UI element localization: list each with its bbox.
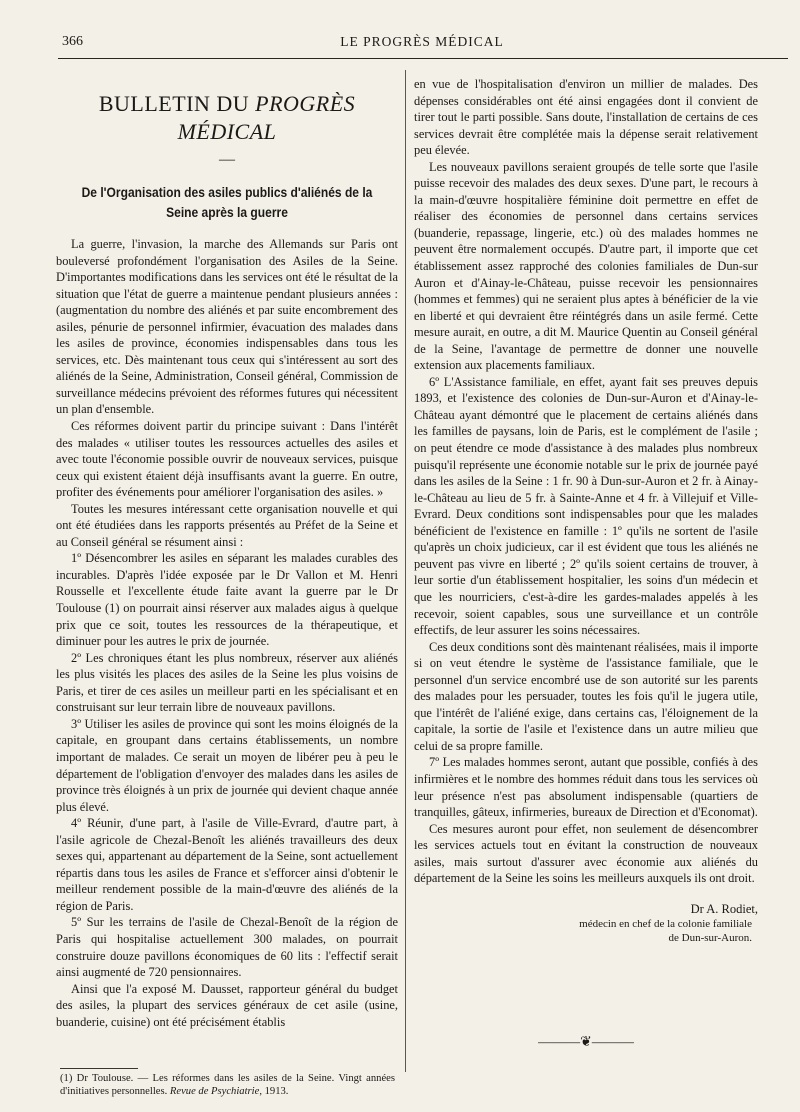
paragraph: La guerre, l'invasion, la marche des Allemands sur Paris ont bouleversé profondément l'organisation des Asiles de la Seine. D'importantes modifications dans les services ont été le résultat de la situation que l'état de guerre a maintenue pendant plusieurs années : (augmentation du nombre des aliénés et par suite encombrement des asiles, pénurie de personnel infirmier, évacuation des malades dans les asiles de province, économies indispensables dans tous les services, etc. Dès maintenant tous ceux qui s'intéressent au sort des aliénés de la Seine, Administration, Conseil général, Commission de surveillance médecins prévoient des réformes futures qui nécessitent un plan d'ensemble. <box>56 237 398 417</box>
paragraph: 5º Sur les terrains de l'asile de Chezal-Benoît de la région de Paris qui hospitalise actuellement 300 malades, on pourrait construire douze pavillons économiques de 60 lits : l'effectif serait ainsi augmenté de 720 pensionnaires. <box>56 915 398 980</box>
footnote-rule <box>60 1068 138 1069</box>
column-divider <box>405 70 406 1072</box>
paragraph: Ces mesures auront pour effet, non seulement de désencombrer les services actuels tout en évitant la construction de nouveaux asiles, mais surtout d'assurer avec économie aux aliénés du département de la Seine les soins les meilleurs auxquels ils ont droit. <box>414 821 758 886</box>
footnote-journal: Revue de Psychiatrie <box>169 1086 260 1097</box>
running-head: LE PROGRÈS MÉDICAL <box>340 34 504 49</box>
page-number: 366 <box>62 34 83 49</box>
right-paragraphs <box>414 159 758 887</box>
paragraph: 7º Les malades hommes seront, autant que possible, confiés à des infirmières et le nombre des hommes réduit dans tous les services où leur présence n'est pas absolument indispensable (quartiers de tranquilles, gâteux, infirmeries, bureaux de Direction et d'Economat). <box>414 755 758 820</box>
bulletin-title-italic: PROGRÈS MÉDICAL <box>177 91 356 144</box>
author-title-line-1: médecin en chef de la colonie familiale <box>579 918 752 931</box>
paragraph: Ces réformes doivent partir du principe suivant : Dans l'intérêt des malades « utiliser toutes les ressources actuelles des asiles et avec toute l'économie possible ouvrir de nouveaux services, puisque ceux qui existent étaient déjà insuffisants avant la guerre. En outre, profiter des événements pour améliorer l'organisation des asiles. » <box>56 419 398 500</box>
page-header <box>58 34 786 56</box>
paragraph: 1º Désencombrer les asiles en séparant les malades curables des incurables. D'après l'idée exposée par le Dr Vallon et M. Henri Rousselle et l'excellente étude faite avant la guerre par le Dr Toulouse (1) on pourrait ainsi réserver aux malades aigus à quelque prix que ce soit, toutes les ressources de la thérapeutique, et diminuer pour les autres le prix de journée. <box>56 551 398 649</box>
article-title: De l'Organisation des asiles publics d'aliénés de la Seine après la guerre <box>81 184 373 220</box>
paragraph: 2º Les chroniques étant les plus nombreux, réserver aux aliénés les plus visités les places des asiles de la Seine les plus voisins de Paris, et tirer de ces asiles un meilleur parti en les spécialisant et en construisant sur leur terrain libre de nouveaux pavillons. <box>56 650 398 715</box>
author-title-line-2: de Dun-sur-Auron. <box>668 932 752 945</box>
end-ornament: ———❦——— <box>538 1035 634 1051</box>
bulletin-title-plain: BULLETIN DU <box>98 91 256 116</box>
paragraph: 4º Réunir, d'une part, à l'asile de Ville-Evrard, d'autre part, à l'asile agricole de Chezal-Benoît les aliénés travailleurs des deux sexes qui, appartenant au département de la Seine, sont actuellement répartis dans tous les asiles de France et s'efforcer ainsi d'obtenir le meilleur rendement possible de la main-d'œuvre des aliénés de la région de Paris. <box>56 816 398 913</box>
header-rule <box>58 58 788 59</box>
right-column <box>414 76 758 1052</box>
left-paragraphs <box>56 236 398 1030</box>
author-signature: Dr A. Rodiet, <box>690 901 758 916</box>
paragraph: 3º Utiliser les asiles de province qui sont les moins éloignés de la capitale, en groupant dans certains établissements, un nombre important de malades. Ce serait un moyen de libérer peu à peu le département de l'obligation d'envoyer des malades dans les asiles de province très éloignés à un prix de journée qui devient chaque année plus élevé. <box>56 716 398 814</box>
paragraph: Toutes les mesures intéressant cette organisation nouvelle et qui ont été étudiées dans les rapports présentés au Préfet de la Seine et au Conseil général se résument ainsi : <box>56 501 398 549</box>
left-column <box>56 76 398 1030</box>
footnote-text-start: (1) Dr Toulouse. — Les réformes dans les asiles de la Seine. Vingt années d'initiatives personnelles. <box>60 1073 395 1097</box>
bulletin-heading <box>56 90 398 146</box>
heading-dash: — <box>219 151 235 168</box>
paragraph: Les nouveaux pavillons seraient groupés de telle sorte que l'asile puisse recevoir des malades des deux sexes. D'une part, le recours à la main-d'œuvre hospitalière féminine doit permettre en effet de réaliser des économies de personnel dans certains services (buanderie, repassage, lingerie, etc.) où des malades hommes ne peuvent être normalement occupés. D'autre part, il importe que cet établissement assez rapproché des colonies familiales de Dun-sur Auron et d'Ainay-le-Château, puisse recevoir les pensionnaires (hommes et femmes) qui ne seraient plus aptes à bénéficier de la vie en liberté et qui devraient être réintégrés dans un asile fermé. Cette mesure aurait, en outre, a dit M. Maurice Quentin au Conseil général de la Seine, l'avantage de permettre de donner une nouvelle extension aux placements familiaux. <box>414 159 758 373</box>
paragraph: 6º L'Assistance familiale, en effet, ayant fait ses preuves depuis 1893, et l'existence des colonies de Dun-sur-Auron et d'Ainay-le-Château ayant démontré que le placement de certains aliénés dans les familles de paysans, loin de Paris, est le complément de l'asile ; on peut étendre ce mode d'assistance à des malades plus nombreux puisqu'il représente une économie notable sur le prix de journée payé dans les asiles de la Seine : 1 fr. 90 à Dun-sur-Auron et 2 fr. à Ainay-le-Château au lieu de 5 fr. à Sainte-Anne et 4 fr. à Villejuif et Ville-Evrard. Deux conditions sont indispensables pour que les malades bénéficient de l'existence en famille : 1º qu'ils ne sortent de l'asile qu'après un choix judicieux, car il est évident que tous les aliénés ne peuvent pas vivre en liberté ; 2º qu'ils soient certains de trouver, à leur sortie d'un établissement hospitalier, les soins d'un médecin et que les nourriciers, c'est-à-dire les gardes-malades appelés à les recevoir, soient capables, sous une surveillance et un contrôle effectifs, de leur assurer les soins nécessaires. <box>414 374 758 638</box>
footnote <box>60 1072 395 1098</box>
footnote-text-end: , 1913. <box>259 1086 289 1097</box>
paragraph-continuation: en vue de l'hospitalisation d'environ un millier de malades. Des dépenses considérables ont été ainsi engagées dont il convient de tirer tout le parti possible. Sans doute, l'installation de certains de ces services devrait être complétée mais la dépense serait relativement peu élevée. <box>414 77 758 158</box>
paragraph: Ainsi que l'a exposé M. Dausset, rapporteur général du budget des asiles, la plupart des services généraux de cet asile (usine, buanderie, cuisine) ont été précisément établis <box>56 981 398 1029</box>
paragraph: Ces deux conditions sont dès maintenant réalisées, mais il importe si on veut étendre le système de l'assistance familiale, que le personnel d'un service encombré use de son autorité sur les parents des malades pour les persuader, toutes les fois qu'il le jugera utile, que l'intérêt de l'aliéné exige, dans certains cas, l'éloignement de la capitale, la sortie de l'asile et l'existence dans un autre milieu que celui de sa propre famille. <box>414 639 758 753</box>
